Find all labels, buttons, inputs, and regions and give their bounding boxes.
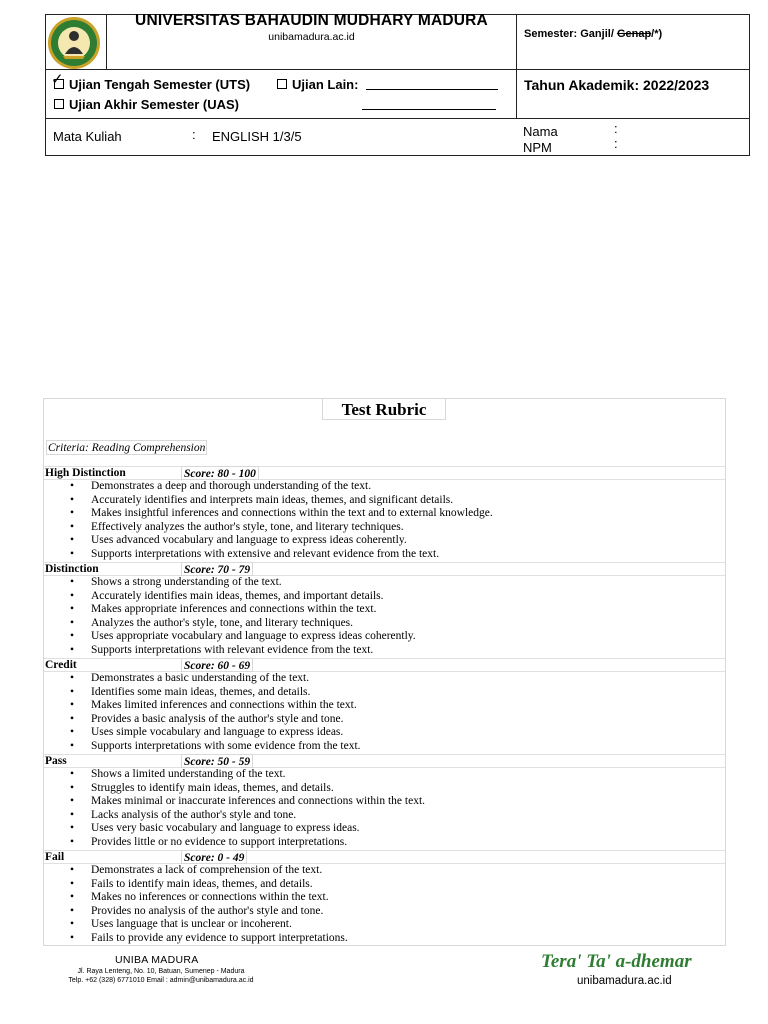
university-website: unibamadura.ac.id [268, 31, 355, 43]
rubric-item-text: Uses appropriate vocabulary and language to express ideas coherently. [91, 630, 416, 643]
checkmark-icon: ✓ [51, 71, 64, 88]
rubric-band-score: Score: 80 - 100 [181, 466, 259, 480]
bullet-icon: • [70, 644, 75, 656]
rubric-item-text: Demonstrates a lack of comprehension of the text. [91, 864, 323, 876]
bullet-icon: • [70, 836, 75, 848]
bullet-icon: • [70, 864, 75, 876]
footer-website: unibamadura.ac.id [577, 975, 672, 987]
footer-address: Jl. Raya Lenteng, No. 10, Batuan, Sumenep - Madura [77, 968, 245, 975]
semester-label: Semester: Ganjil/ [524, 28, 617, 40]
bullet-icon: • [70, 493, 75, 506]
university-name: UNIVERSITAS BAHAUDIN MUDHARY MADURA [135, 12, 488, 29]
course-value: ENGLISH 1/3/5 [212, 129, 302, 144]
bullet-icon: • [70, 712, 75, 725]
bullet-icon: • [70, 672, 75, 684]
footer-university-name: UNIBA MADURA [115, 954, 199, 966]
rubric-item-text: Demonstrates a basic understanding of the text. [91, 672, 310, 684]
rubric-item-text: Provides a basic analysis of the author's style and tone. [91, 712, 344, 725]
bullet-icon: • [70, 795, 75, 808]
checkbox-icon[interactable] [277, 79, 287, 89]
exam-other-option[interactable] [277, 77, 358, 92]
rubric-item-text: Shows a strong understanding of the text. [91, 576, 282, 588]
rubric-band-name: Pass [45, 755, 67, 767]
rubric-band-score: Score: 60 - 69 [181, 658, 253, 672]
course-label: Mata Kuliah [53, 129, 122, 144]
rubric-band-name: Credit [45, 659, 77, 671]
bullet-icon: • [70, 576, 75, 588]
header-divider-row1 [45, 69, 750, 70]
rubric-band-name: Fail [45, 851, 65, 863]
rubric-item-text: Demonstrates a deep and thorough understanding of the text. [91, 480, 372, 492]
rubric-criteria: Criteria: Reading Comprehension [48, 442, 206, 454]
semester-field [524, 28, 662, 40]
rubric-item-text: Supports interpretations with extensive and relevant evidence from the text. [91, 548, 440, 560]
bullet-icon: • [70, 918, 75, 931]
exam-uas-option[interactable] [54, 97, 239, 112]
rubric-item-text: Struggles to identify main ideas, themes, and details. [91, 781, 334, 794]
bullet-icon: • [70, 904, 75, 917]
bullet-icon: • [70, 616, 75, 629]
bullet-icon: • [70, 548, 75, 560]
rubric-band-row [44, 562, 725, 576]
bullet-icon: • [70, 822, 75, 835]
rubric-item-text: Uses language that is unclear or incoherent. [91, 918, 292, 931]
bullet-icon: • [70, 685, 75, 698]
rubric-item-text: Supports interpretations with relevant evidence from the text. [91, 644, 374, 656]
rubric-item-text: Fails to identify main ideas, themes, and details. [91, 877, 313, 890]
name-label: Nama [523, 124, 558, 139]
rubric-item-text: Provides no analysis of the author's style and tone. [91, 904, 324, 917]
rubric-item-text: Provides little or no evidence to support interpretations. [91, 836, 348, 848]
rubric-item-text: Identifies some main ideas, themes, and details. [91, 685, 311, 698]
bullet-icon: • [70, 507, 75, 520]
bullet-icon: • [70, 534, 75, 547]
rubric-band-score: Score: 0 - 49 [181, 850, 247, 864]
bullet-icon: • [70, 932, 75, 944]
exam-other-label: Ujian Lain: [292, 77, 359, 92]
rubric-item-text: Accurately identifies main ideas, themes, and important details. [91, 589, 384, 602]
rubric-item-text: Uses advanced vocabulary and language to express ideas coherently. [91, 534, 407, 547]
rubric-item-text: Lacks analysis of the author's style and tone. [91, 808, 297, 821]
rubric-band-score: Score: 70 - 79 [181, 562, 253, 576]
rubric-item-text: Makes appropriate inferences and connections within the text. [91, 603, 377, 616]
footer-contact: Telp. +62 (328) 6771010 Email : admin@unibamadura.ac.id [68, 977, 254, 984]
exam-uts-label: Ujian Tengah Semester (UTS) [69, 77, 251, 92]
university-seal-icon [47, 16, 101, 70]
bullet-icon: • [70, 891, 75, 904]
rubric-band-name: Distinction [45, 563, 99, 575]
semester-struck-option: Genap [616, 28, 652, 40]
rubric-item-text: Makes minimal or inaccurate inferences and connections within the text. [91, 795, 426, 808]
rubric-band-row [44, 754, 725, 768]
rubric-title: Test Rubric [322, 398, 446, 420]
rubric-band-name: High Distinction [45, 467, 126, 479]
bullet-icon: • [70, 768, 75, 780]
rubric-item-text: Accurately identifies and interprets main ideas, themes, and significant details. [91, 493, 454, 506]
bullet-icon: • [70, 603, 75, 616]
exam-uas-label: Ujian Akhir Semester (UAS) [69, 97, 240, 112]
bullet-icon: • [70, 726, 75, 739]
course-colon: : [192, 127, 196, 142]
footer-address-block [46, 967, 276, 985]
footer-slogan: Tera' Ta' a-dhemar [541, 951, 692, 972]
academic-year: Tahun Akademik: 2022/2023 [524, 77, 710, 93]
rubric-item-text: Shows a limited understanding of the text. [91, 768, 286, 780]
npm-colon: : [614, 136, 618, 151]
bullet-icon: • [70, 630, 75, 643]
rubric-item-text: Fails to provide any evidence to support interpretations. [91, 932, 348, 944]
exam-other-blank-2[interactable] [362, 109, 496, 110]
name-colon: : [614, 121, 618, 136]
rubric-item-text: Analyzes the author's style, tone, and literary techniques. [91, 616, 354, 629]
rubric-item-text: Uses very basic vocabulary and language to express ideas. [91, 822, 360, 835]
rubric-item-text: Supports interpretations with some evidence from the text. [91, 740, 361, 752]
rubric-band-score: Score: 50 - 59 [181, 754, 253, 768]
npm-label: NPM [523, 140, 552, 155]
semester-suffix: /*) [651, 28, 663, 40]
exam-other-blank[interactable] [366, 89, 498, 90]
bullet-icon: • [70, 808, 75, 821]
checkbox-icon[interactable] [54, 99, 64, 109]
bullet-icon: • [70, 480, 75, 492]
rubric-item-text: Makes no inferences or connections within the text. [91, 891, 329, 904]
rubric-item-text: Uses simple vocabulary and language to express ideas. [91, 726, 344, 739]
rubric-band-row [44, 658, 725, 672]
header-divider-vertical [516, 14, 517, 119]
bullet-icon: • [70, 740, 75, 752]
rubric-item-text: Makes insightful inferences and connections within the text and to external knowledge. [91, 507, 493, 520]
bullet-icon: • [70, 781, 75, 794]
bullet-icon: • [70, 877, 75, 890]
rubric-item-text: Effectively analyzes the author's style, tone, and literary techniques. [91, 520, 404, 533]
bullet-icon: • [70, 699, 75, 712]
rubric-band-row [44, 850, 725, 864]
rubric-band-row [44, 466, 725, 480]
rubric-item-text: Makes limited inferences and connections within the text. [91, 699, 357, 712]
bullet-icon: • [70, 589, 75, 602]
bullet-icon: • [70, 520, 75, 533]
exam-uts-option[interactable] [54, 77, 250, 92]
header-divider-row2 [45, 118, 750, 119]
